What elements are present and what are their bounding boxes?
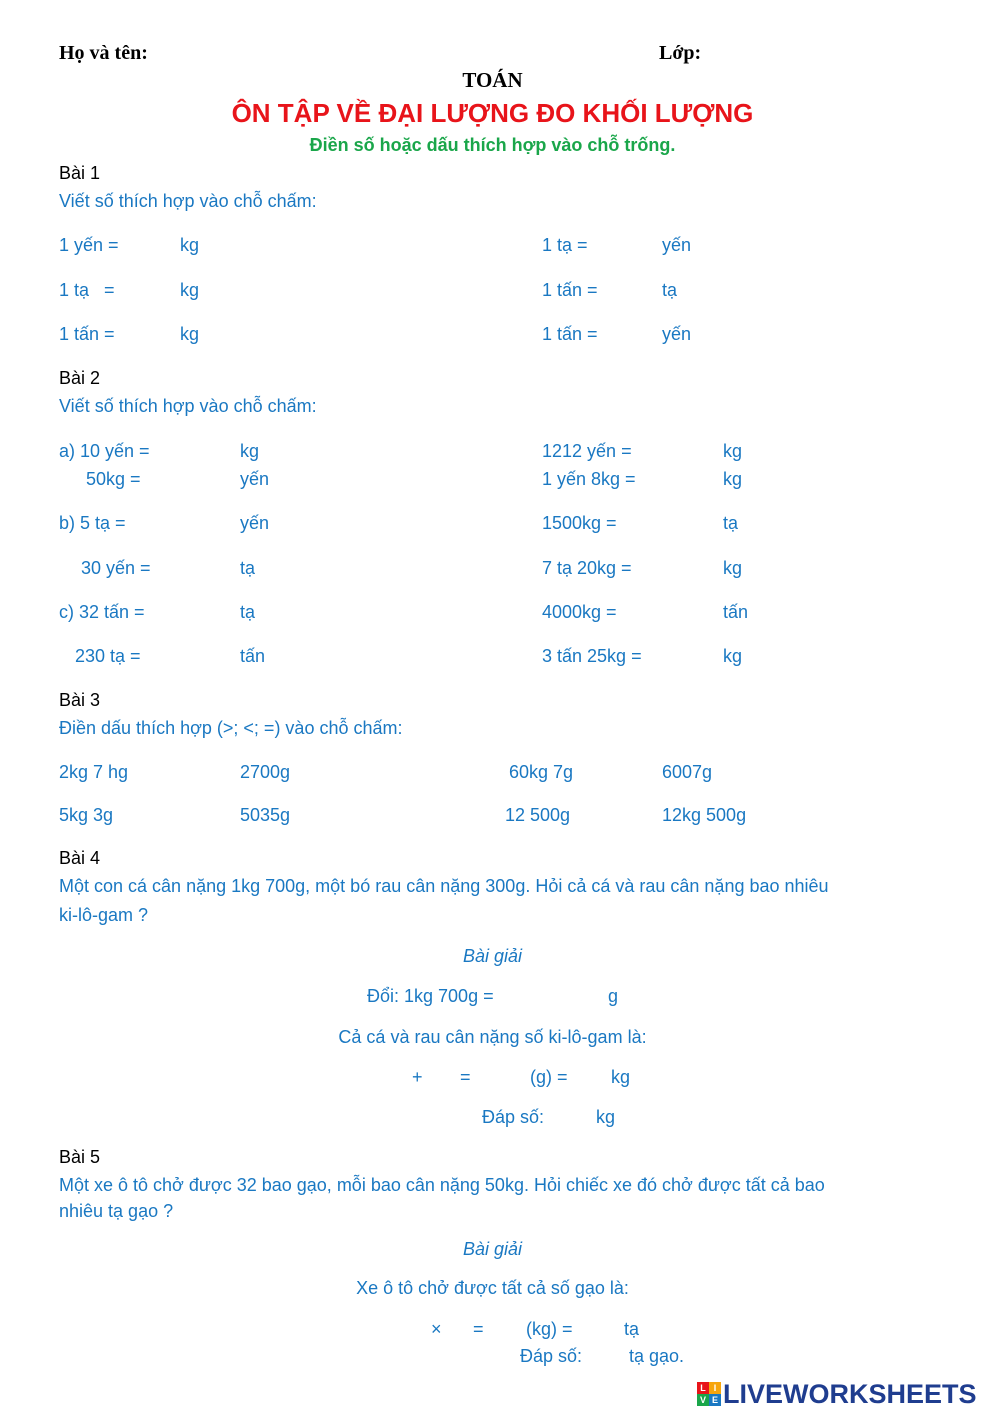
bai2-row4-left-question: 30 yến =: [81, 558, 151, 578]
bai3-heading: Bài 3: [59, 690, 101, 710]
bai5-ta-unit: tạ: [624, 1319, 640, 1339]
bai1-row1-left-question: 1 yến =: [59, 235, 119, 255]
bai4-problem-line2: ki-lô-gam ?: [59, 905, 149, 925]
liveworksheets-logo: [697, 1378, 977, 1410]
bai1-row3-left-unit: kg: [180, 324, 200, 344]
logo-letter-v: V: [697, 1394, 709, 1406]
bai2-row5-right-unit: tấn: [723, 602, 749, 622]
class-label: Lớp:: [659, 42, 702, 64]
bai2-heading: Bài 2: [59, 368, 101, 388]
bai5-problem-line2: nhiêu tạ gạo ?: [59, 1201, 174, 1221]
bai2-row3-right-question: 1500kg =: [542, 513, 617, 533]
subject-title: TOÁN: [462, 68, 523, 92]
bai2-row3-right-unit: tạ: [723, 513, 739, 533]
bai2-row1-right-unit: kg: [723, 441, 743, 461]
bai4-kg-unit: kg: [611, 1067, 631, 1087]
bai2-row2-left-question: 50kg =: [86, 469, 141, 489]
bai3-row1-a: 2kg 7 hg: [59, 762, 129, 782]
bai5-heading: Bài 5: [59, 1147, 101, 1167]
bai1-row3-right-question: 1 tấn =: [542, 324, 598, 344]
name-label: Họ và tên:: [59, 42, 148, 64]
bai2-row6-left-unit: tấn: [240, 646, 266, 666]
bai1-row3-right-unit: yến: [662, 324, 692, 344]
bai2-instruction: Viết số thích hợp vào chỗ chấm:: [59, 396, 317, 416]
bai3-row2-c: 12 500g: [505, 805, 571, 825]
bai4-answer-unit: kg: [596, 1107, 616, 1127]
bai3-row1-b: 2700g: [240, 762, 291, 782]
bai2-row3-left-question: b) 5 tạ =: [59, 513, 126, 533]
bai4-convert-unit: g: [608, 986, 619, 1006]
bai1-instruction: Viết số thích hợp vào chỗ chấm:: [59, 191, 317, 211]
bai2-row1-left-unit: kg: [240, 441, 260, 461]
bai4-equals-sign: =: [460, 1067, 471, 1087]
page-title: ÔN TẬP VỀ ĐẠI LƯỢNG ĐO KHỐI LƯỢNG: [231, 98, 754, 128]
bai2-row2-left-unit: yến: [240, 469, 270, 489]
bai3-instruction: Điền dấu thích hợp (>; <; =) vào chỗ chấm:: [59, 718, 403, 738]
bai2-row3-left-unit: yến: [240, 513, 270, 533]
bai5-answer-unit: tạ gạo.: [629, 1346, 685, 1366]
bai3-row1-c: 60kg 7g: [509, 762, 574, 782]
bai5-problem-line1: Một xe ô tô chở được 32 bao gạo, mỗi bao cân nặng 50kg. Hỏi chiếc xe đó chở được tất cả bao: [59, 1175, 825, 1195]
bai2-row4-right-question: 7 tạ 20kg =: [542, 558, 632, 578]
bai4-problem-line1: Một con cá cân nặng 1kg 700g, một bó rau cân nặng 300g. Hỏi cả cá và rau cân nặng bao nhiêu: [59, 876, 829, 896]
bai4-gram-equals: (g) =: [530, 1067, 568, 1087]
page-subtitle: Điền số hoặc dấu thích hợp vào chỗ trống.: [309, 135, 676, 155]
bai5-kg-equals: (kg) =: [526, 1319, 573, 1339]
logo-letter-i: I: [709, 1382, 721, 1394]
bai3-row2-b: 5035g: [240, 805, 291, 825]
bai3-row2-d: 12kg 500g: [662, 805, 747, 825]
bai2-row1-right-question: 1212 yến =: [542, 441, 632, 461]
bai1-row2-left-unit: kg: [180, 280, 200, 300]
bai2-row2-right-question: 1 yến 8kg =: [542, 469, 636, 489]
bai2-row6-right-unit: kg: [723, 646, 743, 666]
bai5-statement: Xe ô tô chở được tất cả số gạo là:: [356, 1278, 629, 1298]
bai2-row6-left-question: 230 tạ =: [75, 646, 141, 666]
bai1-row3-left-question: 1 tấn =: [59, 324, 115, 344]
logo-letter-l: L: [697, 1382, 709, 1394]
bai5-solution-label: Bài giải: [462, 1239, 523, 1259]
bai2-row4-left-unit: tạ: [240, 558, 256, 578]
bai3-row1-d: 6007g: [662, 762, 713, 782]
logo-letter-e: E: [709, 1394, 721, 1406]
bai2-row1-left-question: a) 10 yến =: [59, 441, 150, 461]
bai2-row2-right-unit: kg: [723, 469, 743, 489]
bai3-row2-a: 5kg 3g: [59, 805, 114, 825]
bai2-row5-right-question: 4000kg =: [542, 602, 617, 622]
bai1-row2-right-question: 1 tấn =: [542, 280, 598, 300]
bai4-heading: Bài 4: [59, 848, 101, 868]
liveworksheets-logo-text: LIVEWORKSHEETS: [723, 1378, 977, 1409]
bai5-equals-sign: =: [473, 1319, 484, 1339]
bai4-convert-label: Đổi: 1kg 700g =: [367, 986, 494, 1006]
bai2-row4-right-unit: kg: [723, 558, 743, 578]
bai1-row2-right-unit: tạ: [662, 280, 678, 300]
bai1-row1-right-unit: yến: [662, 235, 692, 255]
liveworksheets-logo-icon: [697, 1382, 721, 1406]
bai2-row5-left-question: c) 32 tấn =: [59, 602, 145, 622]
bai2-row6-right-question: 3 tấn 25kg =: [542, 646, 642, 666]
bai5-answer-label: Đáp số:: [520, 1346, 583, 1366]
bai1-row1-right-question: 1 tạ =: [542, 235, 588, 255]
bai5-times-sign: ×: [431, 1319, 442, 1339]
bai4-answer-label: Đáp số:: [482, 1107, 545, 1127]
bai2-row5-left-unit: tạ: [240, 602, 256, 622]
bai4-plus-sign: +: [412, 1067, 423, 1087]
bai1-heading: Bài 1: [59, 163, 101, 183]
bai1-row2-left-question: 1 tạ =: [59, 280, 115, 300]
bai1-row1-left-unit: kg: [180, 235, 200, 255]
bai4-solution-label: Bài giải: [462, 946, 523, 966]
bai4-statement: Cả cá và rau cân nặng số ki-lô-gam là:: [338, 1027, 647, 1047]
